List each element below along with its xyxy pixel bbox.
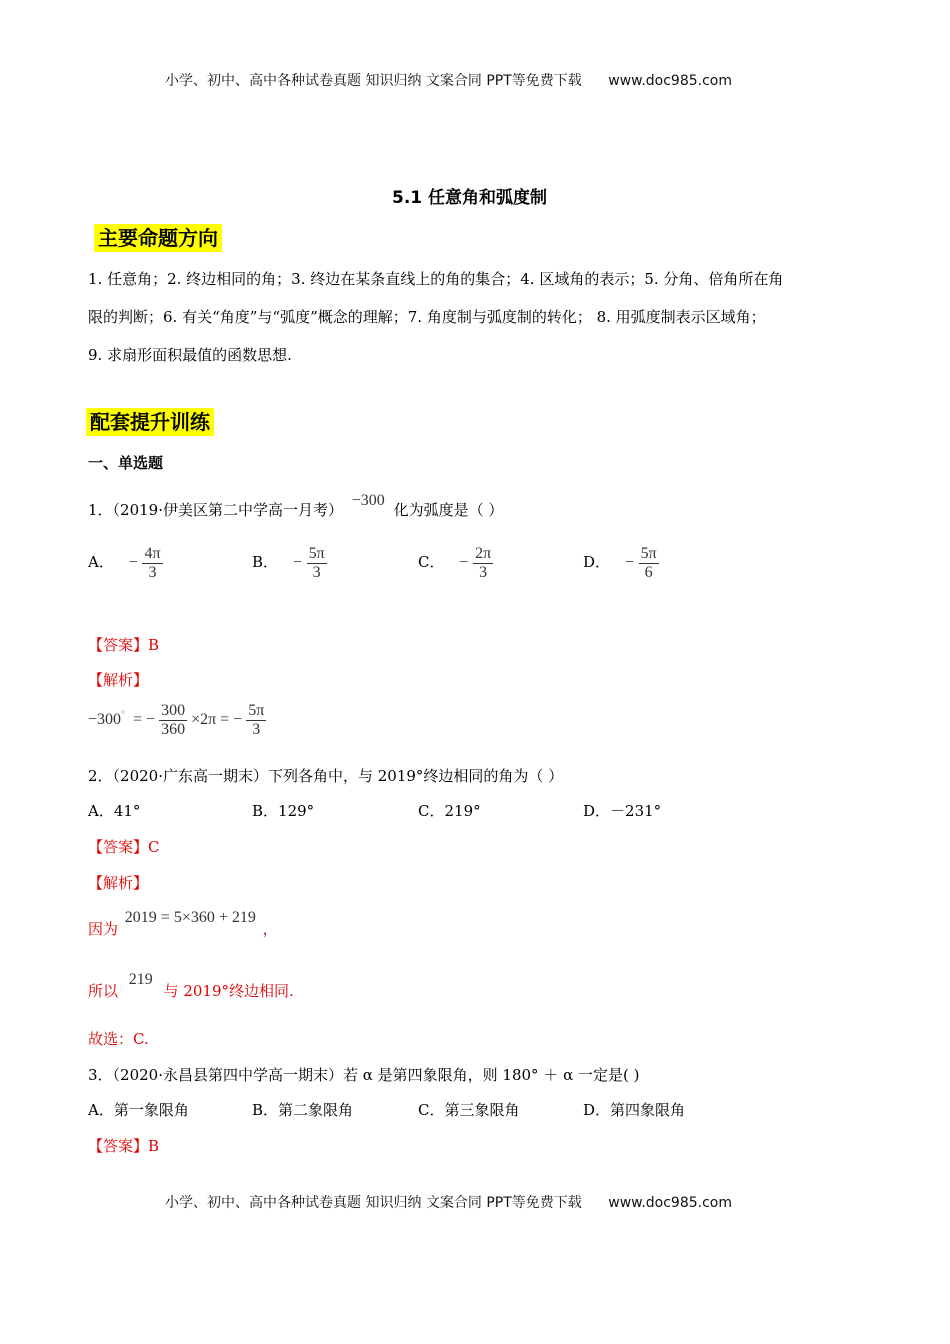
option-fraction — [307, 545, 327, 581]
option-fraction — [639, 545, 659, 581]
fraction-denominator: 3 — [148, 563, 157, 581]
fraction-denominator: 360 — [161, 720, 186, 738]
fraction-denominator: 3 — [252, 720, 261, 738]
question-2-analysis-line-3: 故选：C. — [88, 1030, 149, 1048]
question-2-analysis-line-2 — [88, 971, 294, 1001]
formula-fraction-2 — [246, 702, 266, 738]
analysis-prefix: 所以 — [88, 982, 119, 1000]
question-2-option-d: D．－231° — [583, 802, 662, 820]
fraction-numerator: 300 — [161, 702, 186, 719]
question-1-option-d — [583, 545, 659, 581]
option-fraction — [142, 545, 162, 581]
header-text: 小学、初中、高中各种试卷真题 知识归纳 文案合同 PPT等免费下载 — [165, 73, 582, 89]
degree-mark-icon: ° — [121, 709, 126, 721]
fraction-numerator: 2π — [475, 545, 492, 562]
question-2-answer: 【答案】C — [88, 838, 160, 856]
header-site[interactable]: www.doc985.com — [608, 73, 732, 89]
question-2-option-c: C．219° — [418, 802, 481, 820]
option-sign: − — [292, 554, 302, 572]
section-heading-text: 主要命题方向 — [94, 224, 222, 252]
question-3-stem: 3．（2020·永昌县第四中学高一期末）若 α 是第四象限角，则 180° ＋ α 一定是( ) — [88, 1066, 640, 1084]
question-1-stem — [88, 492, 504, 520]
fraction-numerator: 5π — [640, 545, 657, 562]
section-heading-text: 配套提升训练 — [86, 408, 214, 436]
question-2-analysis-label: 【解析】 — [88, 874, 149, 892]
fraction-denominator: 3 — [312, 563, 321, 581]
fraction-numerator: 5π — [308, 545, 325, 562]
section-heading-training — [86, 406, 214, 435]
question-3-option-d: D．第四象限角 — [583, 1101, 686, 1119]
option-label: C． — [418, 553, 445, 572]
question-1-option-a — [88, 545, 163, 581]
option-sign: − — [624, 554, 634, 572]
question-1-stem-tail: 化为弧度是（ ） — [393, 501, 504, 519]
question-2-option-b: B．129° — [252, 802, 315, 820]
fraction-denominator: 6 — [644, 563, 653, 581]
formula-lhs: −300 — [88, 710, 122, 728]
question-3-option-c: C．第三象限角 — [418, 1101, 520, 1119]
question-2-stem: 2．（2020·广东高一期末）下列各角中，与 2019°终边相同的角为（ ） — [88, 767, 564, 785]
option-fraction — [473, 545, 493, 581]
question-1-stem-text: 1．（2019·伊美区第二中学高一月考） — [88, 501, 343, 519]
analysis-math: 219 — [128, 971, 153, 988]
directions-line-2: 限的判断；6. 有关“角度”与“弧度”概念的理解；7. 角度制与弧度制的转化； 8. 用弧度制表示区域角； — [88, 308, 766, 326]
question-1-analysis-formula — [88, 702, 266, 738]
option-sign: − — [128, 554, 138, 572]
analysis-suffix: ， — [262, 920, 278, 938]
option-label: B． — [252, 553, 279, 572]
question-3-option-a: A．第一象限角 — [88, 1101, 189, 1119]
analysis-math: 2019 = 5×360 + 219 — [124, 909, 256, 926]
question-3-answer: 【答案】B — [88, 1137, 160, 1155]
question-1-analysis-label: 【解析】 — [88, 671, 149, 689]
page-footer — [165, 1192, 732, 1212]
option-sign: − — [459, 554, 469, 572]
question-1-option-b — [252, 545, 327, 581]
option-label: A． — [88, 553, 114, 572]
question-2-analysis-line-1 — [88, 909, 278, 939]
footer-site[interactable]: www.doc985.com — [608, 1195, 732, 1211]
question-1-math: −300 — [351, 492, 385, 509]
page-header — [165, 70, 732, 90]
section-heading-directions — [94, 222, 222, 251]
page-title: 5.1 任意角和弧度制 — [392, 188, 548, 208]
fraction-denominator: 3 — [479, 563, 488, 581]
question-1-answer: 【答案】B — [88, 636, 160, 654]
directions-line-1: 1. 任意角；2. 终边相同的角；3. 终边在某条直线上的角的集合；4. 区域角的表示；5. 分角、倍角所在角 — [88, 270, 784, 288]
question-2-option-a: A．41° — [88, 802, 141, 820]
option-label: D． — [583, 553, 611, 572]
formula-fraction-1 — [159, 702, 187, 738]
analysis-suffix: 与 2019°终边相同. — [163, 982, 294, 1000]
fraction-numerator: 4π — [144, 545, 161, 562]
analysis-prefix: 因为 — [88, 920, 119, 938]
question-1-option-c — [418, 545, 493, 581]
formula-eq: = − — [133, 710, 156, 728]
subheading-single-choice: 一、单选题 — [88, 454, 164, 472]
fraction-numerator: 5π — [248, 702, 265, 719]
question-3-option-b: B．第二象限角 — [252, 1101, 354, 1119]
formula-mul: ×2π = − — [191, 710, 243, 728]
directions-line-3: 9. 求扇形面积最值的函数思想. — [88, 346, 292, 364]
footer-text: 小学、初中、高中各种试卷真题 知识归纳 文案合同 PPT等免费下载 — [165, 1195, 582, 1211]
